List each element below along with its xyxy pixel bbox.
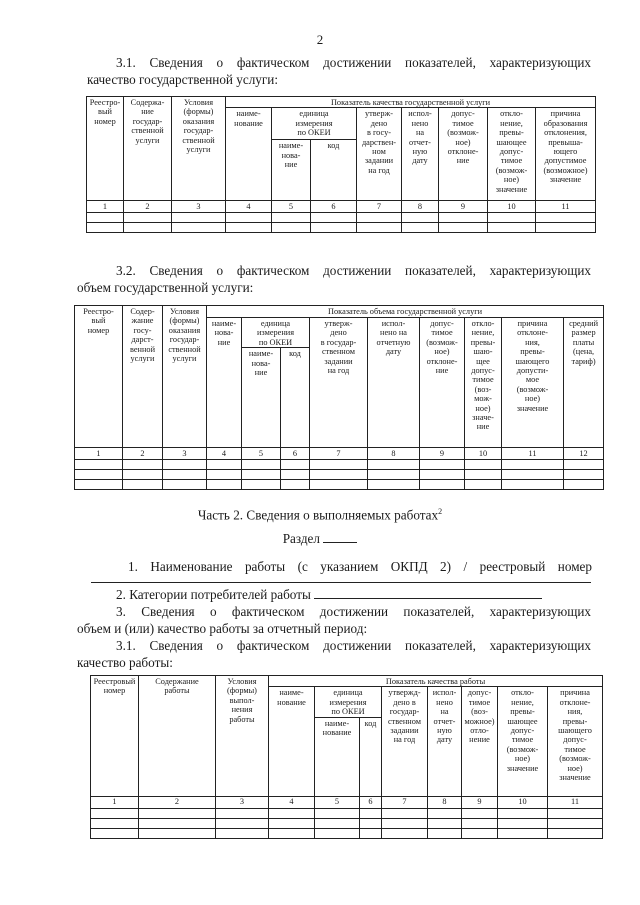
th-ed-naim: наиме- нование — [315, 717, 360, 796]
col-num: 1 — [91, 796, 139, 808]
th-kod: код — [281, 348, 310, 448]
col-num: 2 — [124, 201, 172, 213]
item-1-text: 1. Наименование работы (с указанием ОКПД 2) / реестровый номер — [128, 559, 592, 574]
th-prichina: причина отклоне- ния, превы- шающего допус- тимое (возмож- ное) значение — [548, 687, 603, 796]
th-utverzhdeno: утвержд- дено в государ- ственном задании на год — [382, 687, 428, 796]
th-otklonenie: откло- нение, превы- шаю- щее допус- тимое (воз- мож- ное) значе- ние — [465, 318, 502, 448]
part-2-title-text: Часть 2. Сведения о выполняемых работах — [197, 507, 439, 523]
item-3-text: 3. Сведения о фактическом достижении показателей, характеризующих — [116, 604, 591, 619]
col-num: 12 — [564, 448, 604, 460]
th-pokazatel: Показатель качества работы — [269, 676, 603, 687]
section-3-1-work-heading: 3.1. Сведения о фактическом достижении показателей, характеризующих — [116, 638, 591, 653]
table-row — [75, 480, 604, 490]
section-3-1-heading: 3.1. Сведения о фактическом достижении показателей, характеризующих — [116, 55, 591, 70]
th-ispolneno: испол- нено на отчет- ную дату — [428, 687, 462, 796]
col-num: 7 — [382, 796, 428, 808]
item-3-text-cont: объем и (или) качество работы за отчетный период: — [77, 621, 368, 636]
th-otklonenie: откло- нение, превы- шающее допус- тимое (возмож- ное) значение — [488, 108, 536, 201]
th-reestr: Реестро- вый номер — [75, 306, 123, 448]
table-row — [87, 213, 596, 223]
col-num: 4 — [269, 796, 315, 808]
th-reestr: Реестровый номер — [91, 676, 139, 797]
table-row — [91, 818, 603, 828]
col-num: 10 — [465, 448, 502, 460]
th-soderzhanie: Содержа- ние государ- ственной услуги — [124, 97, 172, 201]
th-prichina: причина образования отклонения, превыша- ющего допустимое (возможное) значение — [536, 108, 596, 201]
th-dopustimoe: допус- тимое (воз- можное) отло- нение — [462, 687, 498, 796]
table-volume-service — [74, 305, 604, 490]
th-sredniy-razmer: средний размер платы (цена, тариф) — [564, 318, 604, 448]
th-ispolneno: испол- нено на отчетную дату — [368, 318, 420, 448]
col-num: 1 — [75, 448, 123, 460]
table-row — [91, 828, 603, 838]
col-num: 4 — [207, 448, 242, 460]
th-naimenovanie: наиме- нование — [226, 108, 272, 201]
table-quality-work — [90, 675, 603, 839]
th-kod: код — [360, 717, 382, 796]
th-utverzhdeno: утверж- дено в государ- ственном задании на год — [310, 318, 368, 448]
part-2-title — [0, 503, 640, 523]
table-row — [87, 223, 596, 233]
th-uslovia: Условия (формы) оказания государ- ственной услуги — [172, 97, 226, 201]
table-quality-service — [86, 96, 596, 233]
col-num: 5 — [272, 201, 311, 213]
th-otklonenie: откло- нение, превы- шающее допус- тимое (возмож- ное) значение — [498, 687, 548, 796]
th-ed-naim: наиме- нова- ние — [272, 140, 311, 201]
col-num: 9 — [439, 201, 488, 213]
col-num: 3 — [172, 201, 226, 213]
th-ed-naim: наиме- нова- ние — [242, 348, 281, 448]
th-edinica: единица измерения по ОКЕИ — [272, 108, 357, 140]
table-row — [75, 460, 604, 470]
col-num: 3 — [163, 448, 207, 460]
th-reestr: Реестро- вый номер — [87, 97, 124, 201]
item-2-fill-line[interactable] — [314, 598, 542, 599]
th-soderzhanie: Содержание работы — [139, 676, 216, 797]
col-num: 6 — [311, 201, 357, 213]
th-edinica: единица измерения по ОКЕИ — [242, 318, 310, 348]
col-num: 10 — [488, 201, 536, 213]
col-num: 4 — [226, 201, 272, 213]
section-3-1-heading-cont: качество государственной услуги: — [87, 72, 279, 87]
col-num: 11 — [536, 201, 596, 213]
col-num: 6 — [281, 448, 310, 460]
page-number: 2 — [316, 32, 324, 47]
th-soderzhanie: Содер- жание госу- дарст- венной услуги — [123, 306, 163, 448]
table-row — [75, 470, 604, 480]
th-edinica: единица измерения по ОКЕИ — [315, 687, 382, 717]
th-pokazatel: Показатель качества государственной услуги — [226, 97, 596, 108]
col-num: 10 — [498, 796, 548, 808]
table-row — [91, 808, 603, 818]
col-num: 5 — [242, 448, 281, 460]
th-dopustimoe: допус- тимое (возмож- ное) отклоне- ние — [420, 318, 465, 448]
section-3-2-heading: 3.2. Сведения о фактическом достижении показателей, характеризующих — [116, 263, 591, 278]
col-num: 1 — [87, 201, 124, 213]
th-prichina: причина отклоне- ния, превы- шающего допусти- мое (возмож- ное) значение — [502, 318, 564, 448]
col-num: 9 — [462, 796, 498, 808]
section-3-1-work-heading-cont: качество работы: — [77, 655, 173, 670]
col-num: 5 — [315, 796, 360, 808]
th-naimenovanie: наиме- нование — [269, 687, 315, 796]
col-num: 2 — [123, 448, 163, 460]
col-num: 8 — [428, 796, 462, 808]
col-num: 11 — [548, 796, 603, 808]
col-num: 7 — [357, 201, 402, 213]
th-kod: код — [311, 140, 357, 201]
th-uslovia: Условия (формы) оказания государ- ственной услуги — [163, 306, 207, 448]
col-num: 2 — [139, 796, 216, 808]
col-num: 11 — [502, 448, 564, 460]
col-num: 7 — [310, 448, 368, 460]
th-utverzhdeno: утверж- дено в госу- дарствен- ном задании на год — [357, 108, 402, 201]
col-num: 9 — [420, 448, 465, 460]
col-num: 6 — [360, 796, 382, 808]
th-ispolneno: испол- нено на отчет- ную дату — [402, 108, 439, 201]
section-3-2-heading-cont: объем государственной услуги: — [77, 280, 254, 295]
col-num: 8 — [402, 201, 439, 213]
th-naimenovanie: наиме- нова- ние — [207, 318, 242, 448]
col-num: 8 — [368, 448, 420, 460]
col-num: 3 — [216, 796, 269, 808]
razdel-label: Раздел — [282, 531, 320, 546]
th-uslovia: Условия (формы) выпол- нения работы — [216, 676, 269, 797]
part-2-footnote: 2 — [438, 507, 443, 516]
th-dopustimoe: допус- тимое (возмож- ное) отклоне- ние — [439, 108, 488, 201]
th-pokazatel: Показатель объема государственной услуги — [207, 306, 604, 318]
item-2-text: 2. Категории потребителей работы — [116, 587, 311, 602]
item-2-line — [116, 586, 596, 603]
razdel-number-field[interactable] — [323, 542, 357, 543]
item-1-fill-line[interactable] — [91, 582, 591, 583]
razdel-line — [0, 530, 640, 547]
